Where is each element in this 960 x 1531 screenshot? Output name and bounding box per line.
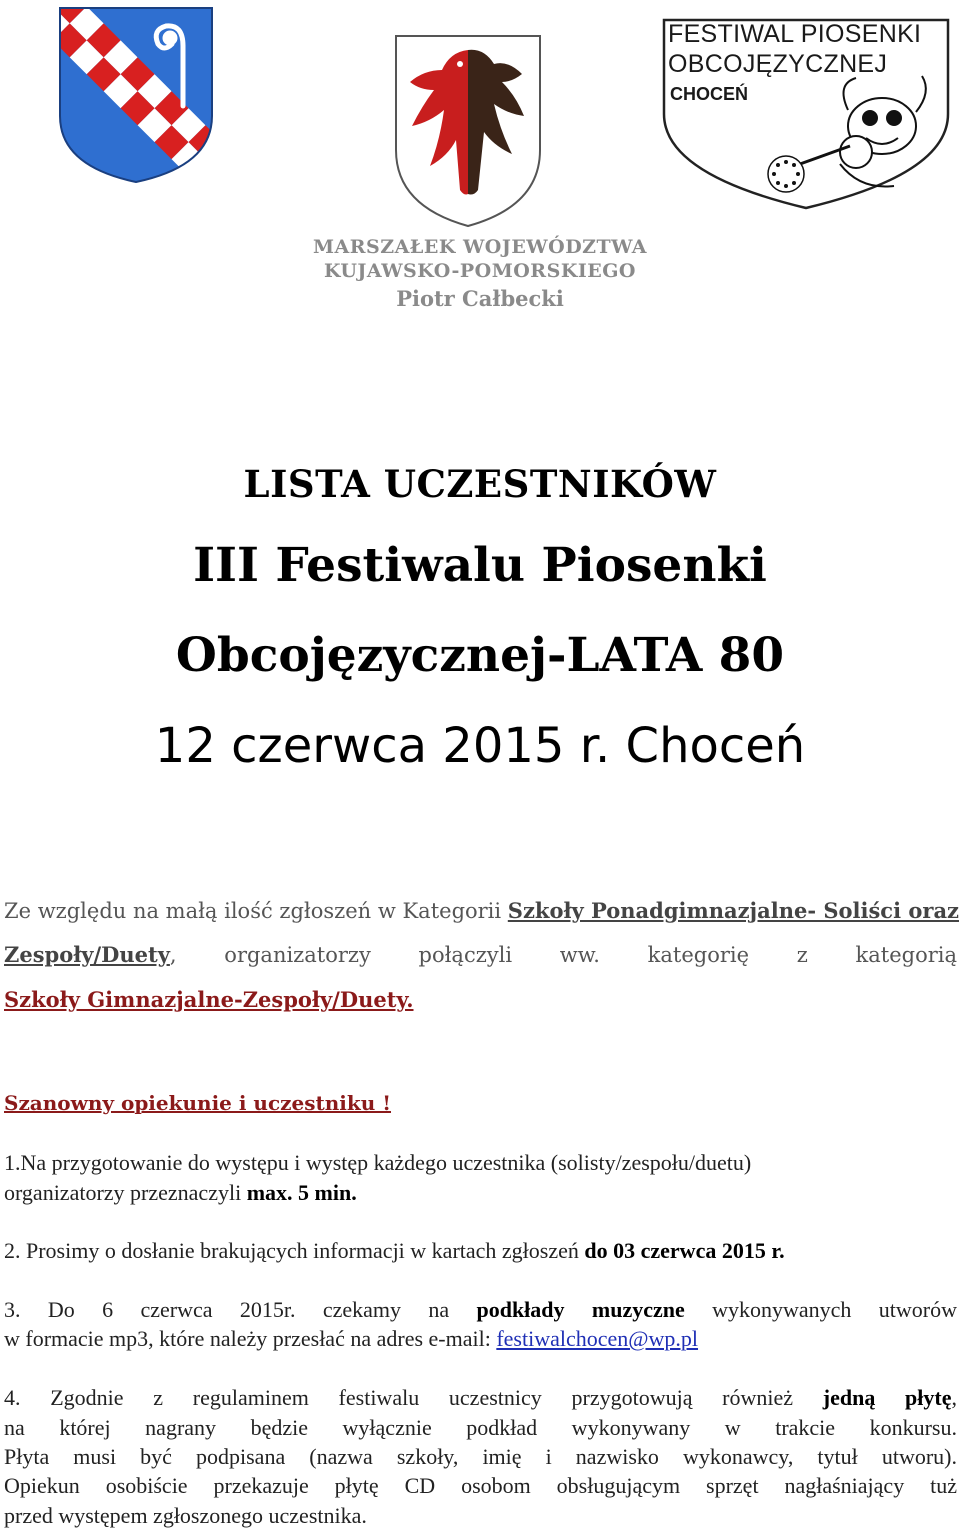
point-text: 3. Do 6 czerwca 2015r. czekamy na (4, 1297, 477, 1322)
festival-logo-line3: CHOCEŃ (670, 84, 749, 104)
festival-logo (660, 14, 952, 210)
email-link[interactable]: festiwalchocen@wp.pl (496, 1326, 699, 1351)
category-name: Szkoły Gimnazjalne-Zespoły/Duety. (4, 987, 414, 1012)
point-text: wykonywanych utworów (684, 1297, 957, 1322)
gmina-coat-of-arms-logo (58, 6, 214, 184)
point-4-line-1 (4, 1385, 957, 1411)
intro-line-3 (4, 987, 957, 1012)
point-emphasis: podkłady muzyczne (476, 1297, 685, 1322)
intro-text: , organizatorzy połączyli ww. kategorię z kategorią (169, 943, 957, 967)
greeting-text: Szanowny opiekunie i uczestniku ! (4, 1091, 391, 1115)
greeting (4, 1091, 957, 1115)
point-emphasis: do 03 czerwca 2015 r. (584, 1238, 785, 1263)
page-title: LISTA UCZESTNIKÓW (243, 462, 717, 506)
festival-logo-line1: FESTIWAL PIOSENKI (668, 20, 922, 48)
point-text: Płyta musi być podpisana (nazwa szkoły, imię i nazwisko wykonawcy, tytuł utworu). (4, 1444, 957, 1469)
category-name: Szkoły Ponadgimnazjalne- Soliści oraz (507, 898, 959, 923)
point-1-line-1: 1.Na przygotowanie do występu i występ każdego uczestnika (solisty/zespołu/duetu) (4, 1150, 752, 1175)
point-1-line-2 (4, 1180, 957, 1206)
point-4-line-4 (4, 1473, 957, 1499)
festival-name-line1: III Festiwalu Piosenki (193, 538, 767, 593)
point-text: organizatorzy przeznaczyli (4, 1180, 247, 1205)
point-text: w formacie mp3, które należy przesłać na adres e-mail: (4, 1326, 497, 1351)
point-text: , (951, 1385, 957, 1410)
point-text: 4. Zgodnie z regulaminem festiwalu uczestnicy przygotowują również (4, 1385, 823, 1410)
marshal-logo-line1: MARSZAŁEK WOJEWÓDZTWA (312, 236, 648, 258)
point-text: na której nagrany będzie wyłącznie podkład wykonywany w trakcie konkursu. (4, 1415, 957, 1440)
point-3-line-1 (4, 1297, 957, 1323)
point-emphasis: jedną płytę (822, 1385, 952, 1410)
marshal-logo-line3: Piotr Całbecki (396, 286, 564, 311)
point-text: Opiekun osobiście przekazuje płytę CD osobom obsługującym sprzęt nagłaśniający tuż (4, 1473, 957, 1498)
point-text: 2. Prosimy o dosłanie brakujących informacji w kartach zgłoszeń (4, 1238, 585, 1263)
point-emphasis: max. 5 min. (246, 1180, 357, 1205)
point-2-line-1 (4, 1238, 957, 1264)
festival-name-line2: Obcojęzycznej-LATA 80 (175, 628, 785, 683)
marshal-logo-line2: KUJAWSKO-POMORSKIEGO (324, 260, 636, 282)
category-name: Zespoły/Duety (4, 942, 170, 967)
point-4-line-3 (4, 1444, 957, 1470)
point-3-line-2 (4, 1326, 957, 1352)
voivodeship-eagle-logo (390, 30, 546, 230)
point-4-line-2 (4, 1415, 957, 1441)
intro-line-2 (4, 942, 957, 967)
intro-line-1 (4, 898, 957, 923)
event-date-place: 12 czerwca 2015 r. Choceń (154, 718, 806, 774)
point-4-line-5: przed występem zgłoszonego uczestnika. (4, 1503, 367, 1528)
festival-logo-line2: OBCOJĘZYCZNEJ (668, 50, 888, 78)
intro-text: Ze względu na małą ilość zgłoszeń w Kategorii (4, 899, 508, 923)
